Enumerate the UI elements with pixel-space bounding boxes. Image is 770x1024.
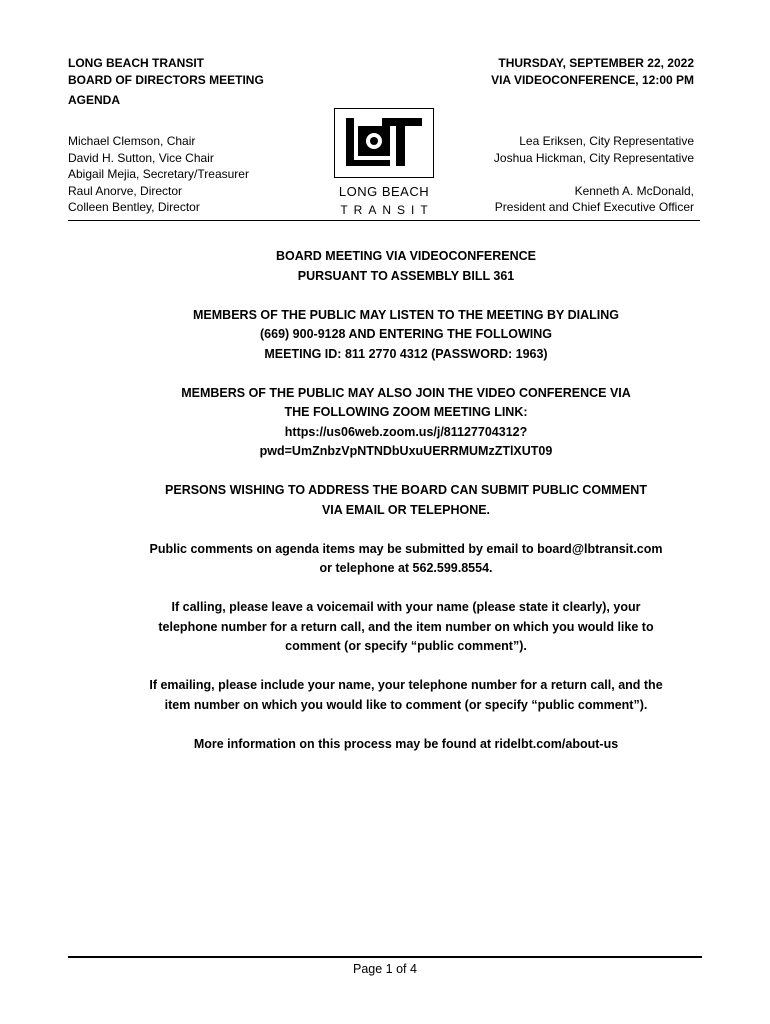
- meeting-venue: VIA VIDEOCONFERENCE, 12:00 PM: [491, 72, 694, 87]
- org-name: LONG BEACH TRANSIT: [68, 56, 204, 70]
- notice-line: PURSUANT TO ASSEMBLY BILL 361: [297, 268, 515, 283]
- footer-divider: [68, 956, 702, 958]
- lbt-logo-mark-icon: [346, 116, 422, 170]
- notice-line: MEMBERS OF THE PUBLIC MAY LISTEN TO THE MEETING BY DIALING: [193, 307, 619, 322]
- meeting-notice: [68, 247, 744, 754]
- header-left: [68, 55, 264, 109]
- representatives-list: [494, 133, 694, 216]
- director-item: David H. Sutton, Vice Chair: [68, 150, 214, 165]
- lbt-logo: [334, 108, 434, 218]
- notice-line: or telephone at 562.599.8554.: [319, 561, 493, 575]
- notice-line: PERSONS WISHING TO ADDRESS THE BOARD CAN SUBMIT PUBLIC COMMENT: [165, 483, 647, 497]
- notice-line: If emailing, please include your name, your telephone number for a return call, and the: [149, 678, 663, 692]
- zoom-link[interactable]: https://us06web.zoom.us/j/81127704312?: [284, 424, 528, 439]
- header-right: [491, 55, 694, 88]
- notice-line: If calling, please leave a voicemail with your name (please state it clearly), your: [171, 600, 641, 614]
- page-number: Page 1 of 4: [353, 962, 417, 976]
- notice-line: comment (or specify “public comment”).: [285, 639, 527, 653]
- directors-list: [68, 133, 249, 216]
- meeting-date: THURSDAY, SEPTEMBER 22, 2022: [498, 56, 694, 70]
- meeting-name: BOARD OF DIRECTORS MEETING: [68, 72, 264, 87]
- ceo-title: President and Chief Executive Officer: [494, 200, 694, 214]
- notice-line: item number on which you would like to comment (or specify “public comment”).: [164, 697, 648, 712]
- notice-line: VIA EMAIL OR TELEPHONE.: [321, 502, 491, 517]
- notice-line: THE FOLLOWING ZOOM MEETING LINK:: [284, 405, 528, 419]
- director-item: Michael Clemson, Chair: [68, 134, 196, 148]
- notice-line: More information on this process may be found at ridelbt.com/about-us: [193, 736, 619, 751]
- city-rep: Lea Eriksen, City Representative: [519, 134, 694, 148]
- notice-line: MEETING ID: 811 2770 4312 (PASSWORD: 1963): [264, 346, 548, 361]
- logo-text-line2: TRANSIT: [340, 203, 434, 217]
- notice-line: (669) 900-9128 AND ENTERING THE FOLLOWING: [260, 327, 552, 341]
- director-item: Abigail Mejia, Secretary/Treasurer: [68, 167, 249, 181]
- director-item: Raul Anorve, Director: [68, 183, 183, 198]
- notice-line: Public comments on agenda items may be submitted by email to board@lbtransit.com: [149, 541, 663, 556]
- director-item: Colleen Bentley, Director: [68, 200, 200, 214]
- logo-text-line1: LONG BEACH: [338, 184, 430, 199]
- city-rep: Joshua Hickman, City Representative: [493, 150, 694, 165]
- agenda-title: AGENDA: [68, 93, 121, 107]
- header-divider: [68, 220, 700, 221]
- notice-line: telephone number for a return call, and the item number on which you would like to: [158, 619, 654, 634]
- zoom-link[interactable]: pwd=UmZnbzVpNTNDbUxuUERRMUMzZTlXUT09: [259, 444, 553, 458]
- notice-line: BOARD MEETING VIA VIDEOCONFERENCE: [276, 249, 536, 263]
- notice-line: MEMBERS OF THE PUBLIC MAY ALSO JOIN THE VIDEO CONFERENCE VIA: [181, 385, 631, 400]
- ceo-name: Kenneth A. McDonald,: [574, 183, 694, 198]
